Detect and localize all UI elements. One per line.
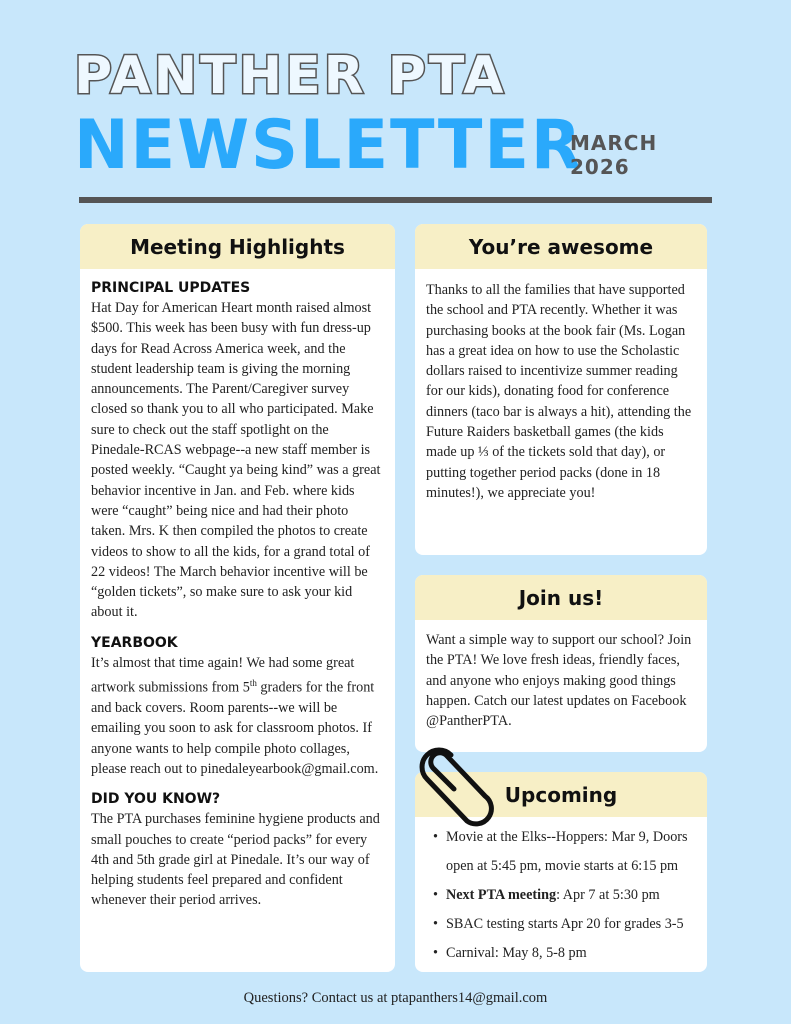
divider [79, 197, 712, 203]
card-title: Join us! [415, 575, 707, 620]
section-heading: YEARBOOK [91, 634, 178, 651]
section-text: The PTA purchases feminine hygiene products and small pouches to create “period packs” for every 4th and 5th grade girl at Pinedale. It’s our way of helping students feel prepared and confident whenever their period arrives. [91, 811, 380, 909]
footer-contact: Questions? Contact us at ptapanthers14@gmail.com [243, 990, 548, 1006]
card-text: Thanks to all the families that have supported the school and PTA recently. Whether it was purchasing books at the book fair (Ms. Logan has a great idea on how to use the Scholastic dollars raised to incentivize summer reading for our kids), donating food for conference dinners (taco bar is always a hit), attending the Future Raiders basketball games (the kids made up ⅓ of the tickets sold that day), or putting together period packs (done in 18 minutes!), we appreciate you! [426, 282, 692, 501]
title-newsletter: NEWSLETTER [74, 106, 584, 185]
section-text: Hat Day for American Heart month raised almost $500. This week has been busy with fun dress-up days for Read Across America week, and the student leadership team is giving the morning announcements. The Parent/Caregiver survey closed so thank you to all who participated. Make sure to check out the staff spotlight on the Pinedale-RCAS webpage--a new staff member is posted weekly. “Caught ya being kind” was a great behavior incentive in Jan. and Feb. where kids were “caught” being nice and had their photo taken. Mrs. K then compiled the photos to create videos to show to all the kids, for a grand total of 22 videos! The March behavior incentive will be “golden tickets”, so make sure to ask your kid about it. [91, 300, 381, 621]
join-card [415, 575, 707, 752]
list-item: • Movie at the Elks--Hoppers: Mar 9, Doors open at 5:45 pm, movie starts at 6:15 pm [426, 823, 696, 881]
list-item: • Carnival: May 8, 5-8 pm [426, 939, 696, 968]
title-panther-pta: PANTHER PTA [74, 46, 507, 106]
month: MARCH [570, 131, 658, 155]
card-title: Upcoming [415, 772, 707, 817]
card-title: You’re awesome [415, 224, 707, 269]
section-heading: PRINCIPAL UPDATES [91, 280, 251, 296]
awesome-card [415, 224, 707, 555]
upcoming-list [415, 817, 707, 972]
list-item: • SBAC testing starts Apr 20 for grades 3-5 [426, 910, 696, 939]
card-title: Meeting Highlights [80, 224, 395, 269]
section-text: It’s almost that time again! We had some great artwork submissions from 5th graders for the front and back covers. Room parents--we will be emailing you soon to ask for classroom photos. If anyone wants to help compile photo collages, please reach out to pinedaleyearbook@gmail.com. [91, 654, 379, 777]
issue-date [570, 131, 657, 179]
paperclip-icon [415, 745, 495, 830]
card-text: Want a simple way to support our school? Join the PTA! We love fresh ideas, friendly faces, and anyone who enjoys making good things happen. Catch our latest updates on Facebook @PantherPTA. [426, 632, 692, 730]
meeting-highlights-card [80, 224, 395, 972]
year: 2026 [570, 155, 630, 179]
list-item: • Next PTA meeting: Apr 7 at 5:30 pm [426, 881, 696, 910]
section-heading: DID YOU KNOW? [91, 791, 221, 808]
